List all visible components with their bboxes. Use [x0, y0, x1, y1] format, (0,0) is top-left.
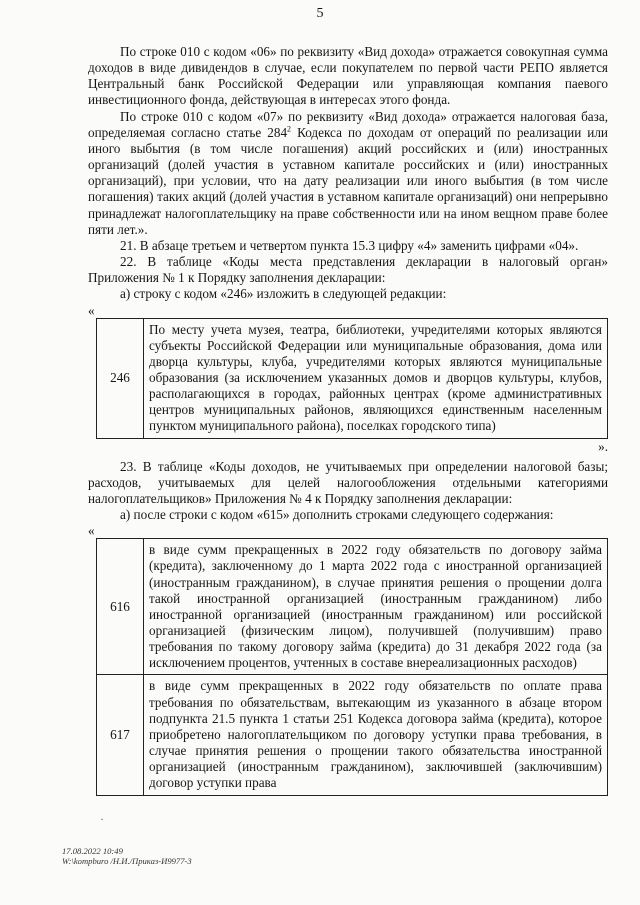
code-cell: 616 [97, 539, 144, 675]
paragraph-item-22a: а) строку с кодом «246» изложить в следующей редакции: [120, 286, 447, 302]
footer-file-path: W:\kompburo /Н.И./Приказ-И9977-3 [62, 856, 192, 866]
open-quote-2: « [88, 523, 95, 539]
footer-stamp [62, 846, 192, 866]
code-cell: 246 [97, 318, 144, 438]
open-quote-1: « [88, 302, 95, 318]
description-cell: в виде сумм прекращенных в 2022 году обязательств по договору займа (кредита), заключенному до 1 марта 2022 года с иностранной организацией (иностранным гражданином), в случае принятия решения о прощении долга такой иностранной организацией (иностранным гражданином) либо иностранной организацией (иностранным гражданином) или российской организацией (физическим лицом), получившей (получившим) право требования по такому договору займа (кредита) до 31 декабря 2022 года (за исключением процентов, учтенных в составе внереализационных расходов) [144, 539, 608, 675]
table-row [97, 675, 608, 795]
footer-timestamp: 17.08.2022 10:49 [62, 846, 123, 856]
code-cell: 617 [97, 675, 144, 795]
superscript-2: 2 [287, 124, 292, 134]
table-row [97, 318, 608, 438]
close-quote-1: ». [598, 438, 608, 454]
margin-mark: · [100, 812, 104, 826]
table-row [97, 539, 608, 675]
table-place-codes [96, 318, 608, 439]
page-number: 5 [316, 6, 324, 21]
paragraph-item-23: 23. В таблице «Коды доходов, не учитываемых при определении налоговой базы; расходов, учитываемых для целей налогообложения отдельными категориями налогоплательщиков» Приложения № 4 к Порядку заполнения декларации: [88, 458, 608, 506]
document-body [88, 44, 608, 796]
paragraph-item-22: 22. В таблице «Коды места представления декларации в налоговый орган» Приложения № 1 к Порядку заполнения декларации: [88, 254, 608, 286]
table-income-codes [96, 538, 608, 795]
paragraph-code-06: По строке 010 с кодом «06» по реквизиту «Вид дохода» отражается совокупная сумма доходов в виде дивидендов в случае, если покупателем по первой части РЕПО является Центральный банк Российской Федерации или управляющая компания паевого инвестиционного фонда, действующая в интересах этого фонда. [88, 44, 608, 108]
paragraph-item-23a: а) после строки с кодом «615» дополнить строками следующего содержания: [120, 507, 554, 523]
paragraph-code-07: По строке 010 с кодом «07» по реквизиту «Вид дохода» отражается налоговая база, определяемая согласно статье $284^2$ Кодекса по доходам от операций по реализации или иного выбытия (в том числе погашения) акций российских и (или) иностранных организаций (долей участия в уставном капитале российских и (или) иностранных организаций), при условии, что на дату реализации или иного выбытия (в том числе погашения) таких акций (долей участия в уставном капитале организаций) они непрерывно принадлежат налогоплательщику на праве собственности или на ином вещном праве более пяти лет.». [88, 108, 608, 237]
description-cell: в виде сумм прекращенных в 2022 году обязательств по оплате права требования по обязательствам, вытекающим из указанного в абзаце втором подпункта 21.5 пункта 1 статьи 251 Кодекса договора займа (кредита), которое приобретено налогоплательщиком по договору уступки права требования, в случае принятия решения о прощении такого обязательства иностранной организацией (иностранным гражданином), заключившей (заключившим) договор уступки права [144, 675, 608, 795]
paragraph-item-21: 21. В абзаце третьем и четвертом пункта 15.3 цифру «4» заменить цифрами «04». [120, 237, 579, 253]
description-cell: По месту учета музея, театра, библиотеки, учредителями которых являются субъекты Российской Федерации или муниципальные образования, дома или дворца культуры, клуба, учредителями которых являются муниципальные образования (за исключением указанных домов и дворцов культуры, клубов, располагающихся в городах, районных центрах (кроме административных центров муниципальных районов, являющихся единственным населенным пунктом муниципального района), поселках городского типа) [144, 318, 608, 438]
